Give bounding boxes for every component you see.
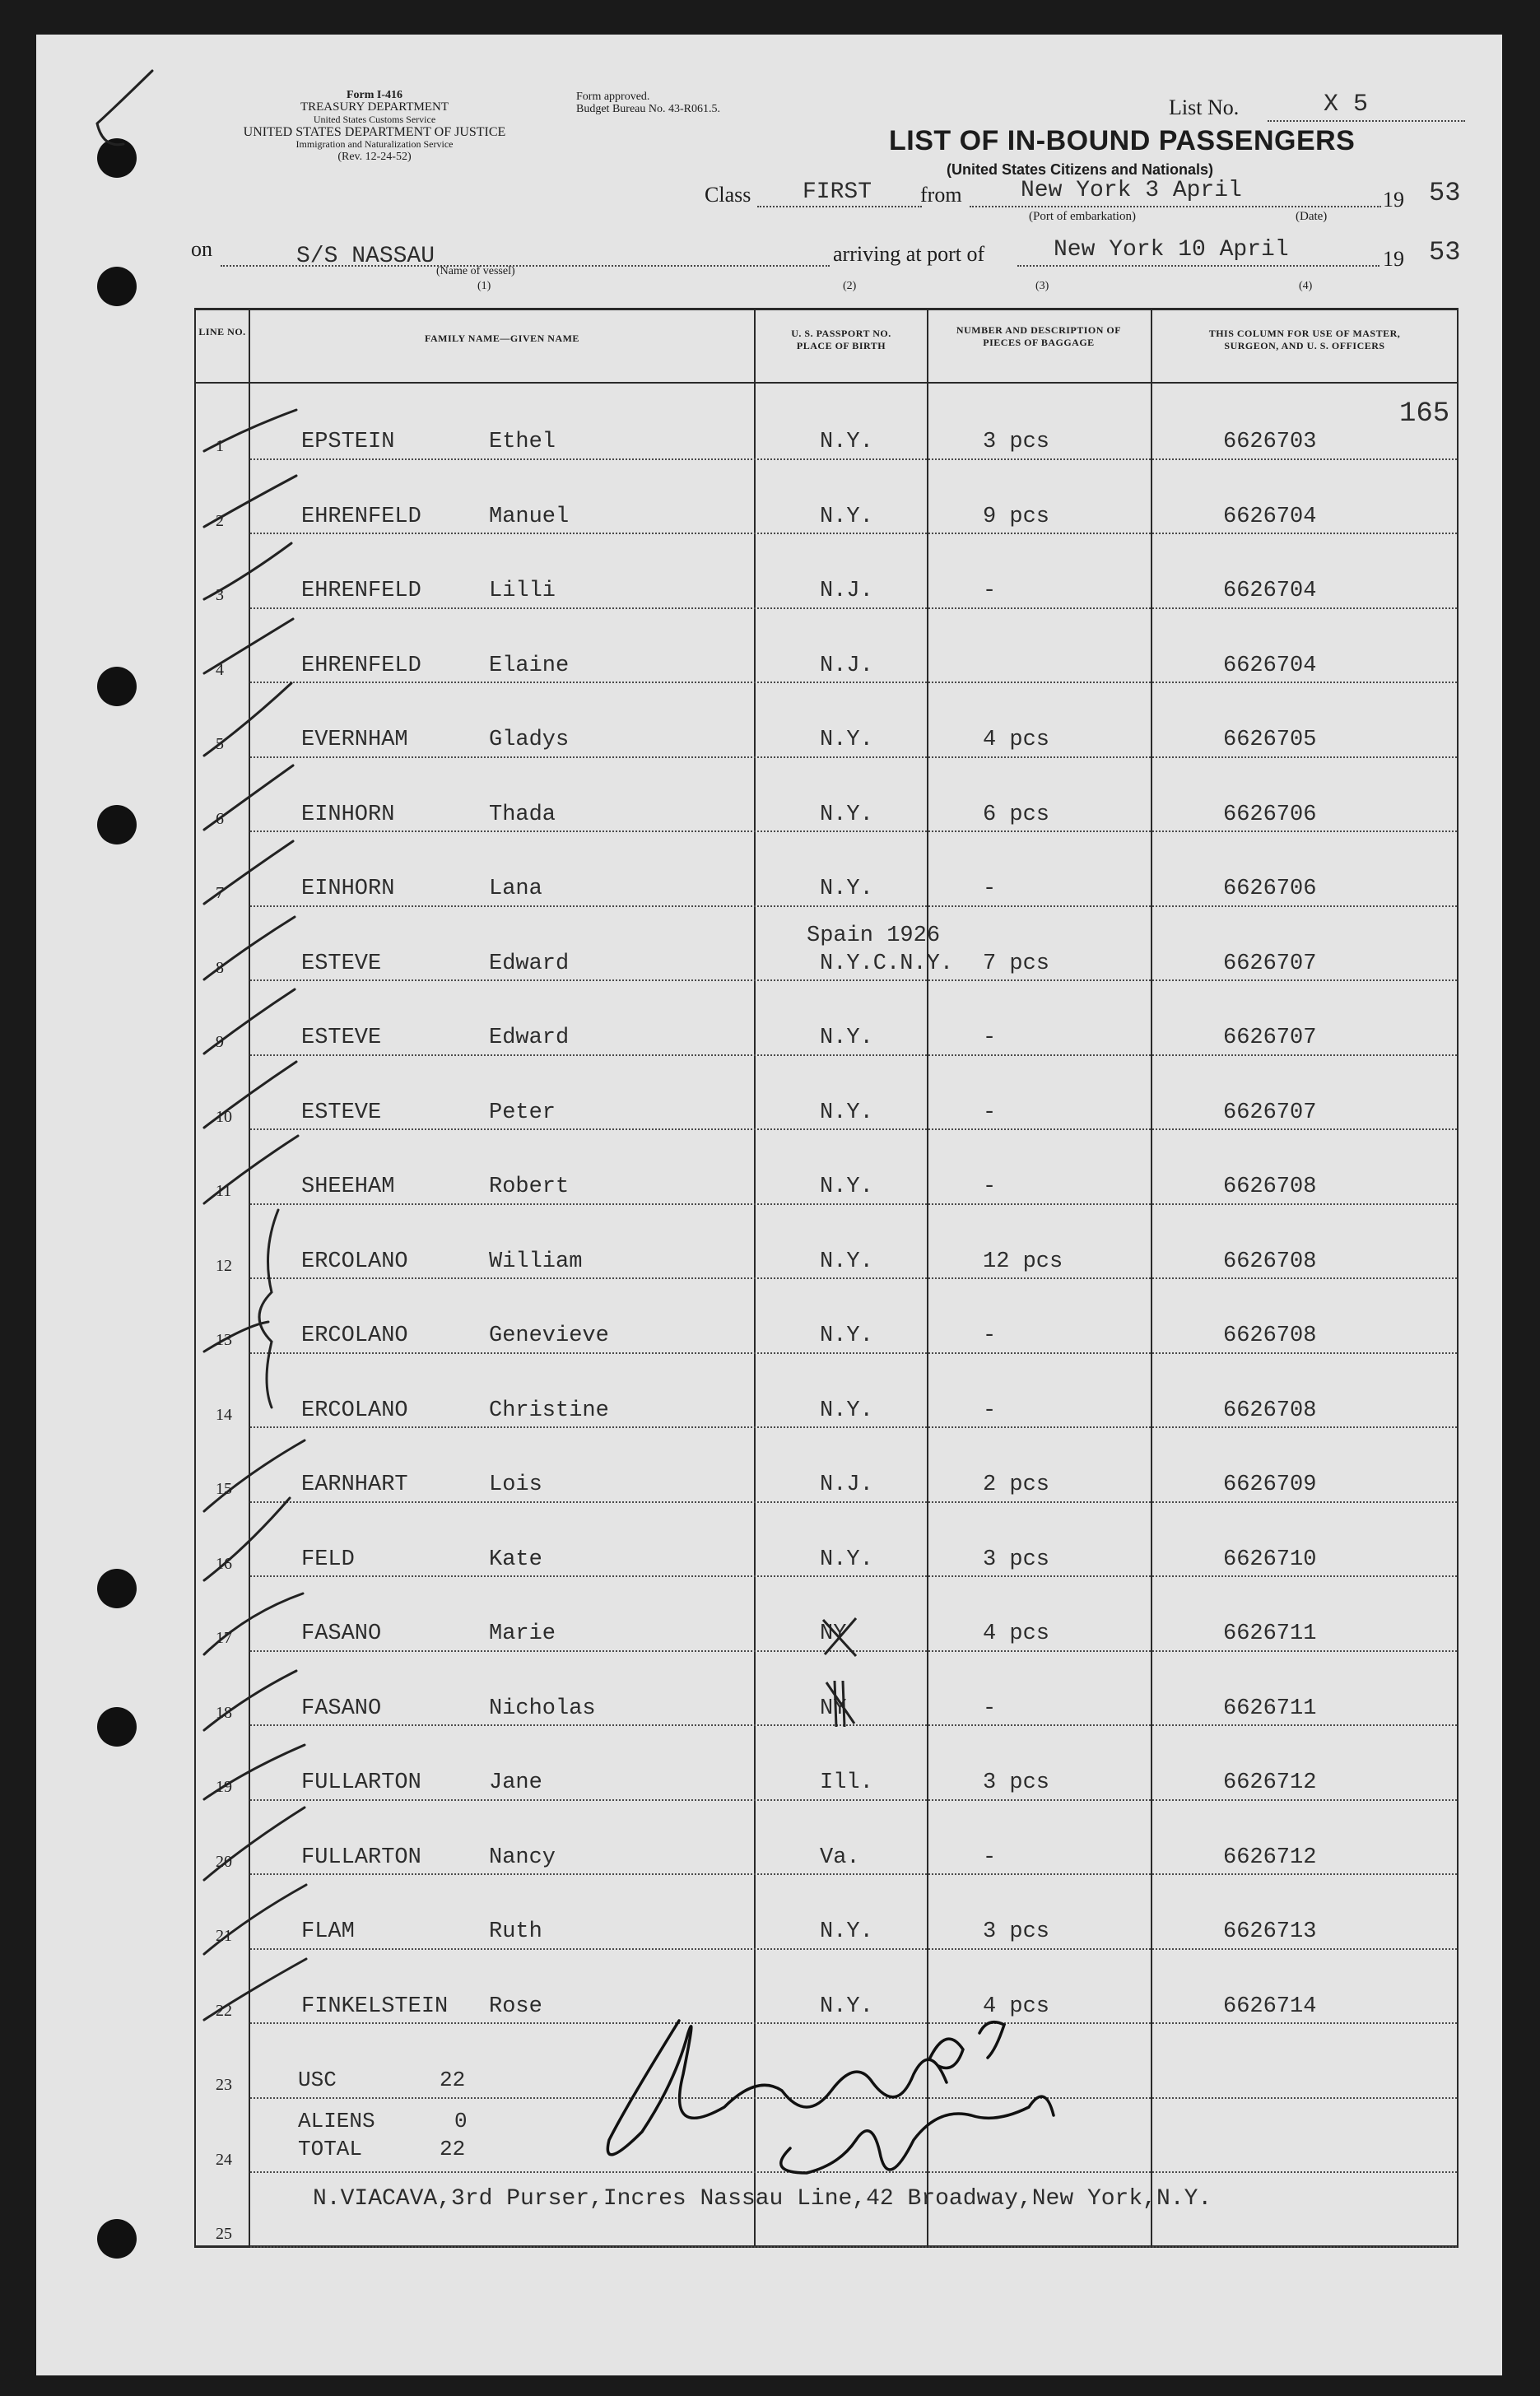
baggage-count: - (983, 1696, 997, 1721)
form-number: Form I-416 (346, 89, 403, 101)
line-number: 10 (216, 1107, 232, 1126)
embark-port-date: New York 3 April (1021, 178, 1242, 203)
col-caption-3: (3) (1035, 280, 1049, 292)
officer-number: 6626704 (1223, 653, 1317, 678)
check-mark (204, 1062, 296, 1128)
officer-number: 6626711 (1223, 1696, 1317, 1721)
list-no-value: X 5 (1324, 91, 1369, 119)
family-name: FULLARTON (301, 1770, 421, 1795)
given-name: Christine (489, 1398, 609, 1423)
family-name: FELD (301, 1547, 355, 1572)
check-mark (204, 1593, 303, 1654)
form-title: LIST OF IN-BOUND PASSENGERS (889, 125, 1356, 156)
place-of-birth: N.J. (820, 579, 873, 603)
year-prefix-1: 19 (1383, 188, 1404, 212)
total-value: 22 (440, 2137, 466, 2161)
given-name: Gladys (489, 728, 570, 752)
place-of-birth: Va. (820, 1845, 860, 1870)
officer-number: 6626708 (1223, 1324, 1317, 1348)
header-line-no: LINE NO. (198, 326, 246, 337)
header-officers: THIS COLUMN FOR USE OF MASTER, SURGEON, AND U. S. OFFICERS (1208, 328, 1401, 351)
vessel-caption: (Name of vessel) (436, 265, 515, 277)
baggage-count: 4 pcs (983, 1621, 1050, 1646)
line-number: 23 (216, 2076, 232, 2094)
class-value: FIRST (803, 179, 872, 205)
check-mark (204, 1745, 305, 1799)
family-name: ERCOLANO (301, 1249, 408, 1274)
usc-value: 22 (440, 2068, 466, 2092)
officer-number: 6626707 (1223, 951, 1317, 976)
line-number: 17 (216, 1629, 232, 1647)
inspector-initials (930, 2022, 1004, 2068)
usc-label: USC (298, 2068, 337, 2092)
family-name: ERCOLANO (301, 1398, 408, 1423)
officer-number: 6626705 (1223, 728, 1317, 752)
baggage-count: - (983, 1026, 997, 1050)
justice-dept: UNITED STATES DEPARTMENT OF JUSTICE (243, 125, 506, 139)
place-of-birth: N.Y. (820, 1249, 873, 1274)
baggage-count: - (983, 579, 997, 603)
place-of-birth: N.Y. (820, 1994, 873, 2019)
from-label: from (920, 183, 962, 207)
place-of-birth: N.Y. (820, 1175, 873, 1199)
check-mark (204, 1959, 306, 2020)
officer-number: 6626713 (1223, 1919, 1317, 1944)
family-name: FASANO (301, 1696, 382, 1721)
line-number: 5 (216, 735, 224, 753)
arrival-port-date: New York 10 April (1054, 237, 1289, 263)
given-name: Thada (489, 802, 556, 827)
family-name: ESTEVE (301, 951, 382, 976)
check-mark (204, 410, 296, 451)
officer-number: 6626706 (1223, 802, 1317, 827)
line-number: 20 (216, 1852, 232, 1871)
check-mark (204, 476, 296, 527)
check-mark (204, 917, 295, 979)
check-mark (204, 1440, 305, 1511)
baggage-count: - (983, 1100, 997, 1125)
line-number: 13 (216, 1331, 232, 1349)
officer-number: 6626704 (1223, 579, 1317, 603)
baggage-count: 9 pcs (983, 504, 1050, 529)
baggage-count: - (983, 1398, 997, 1423)
port-caption: (Port of embarkation) (1029, 210, 1136, 223)
officer-number: 6626708 (1223, 1249, 1317, 1274)
family-name: FULLARTON (301, 1845, 421, 1870)
list-no-label: List No. (1169, 95, 1240, 119)
baggage-count: - (983, 877, 997, 901)
year-value-2: 53 (1429, 237, 1461, 268)
family-name: ESTEVE (301, 1100, 382, 1125)
page-number: 165 (1399, 398, 1450, 430)
officer-number: 6626710 (1223, 1547, 1317, 1572)
line-number: 3 (216, 586, 224, 604)
total-label: TOTAL (298, 2137, 363, 2161)
place-of-birth: N.Y. (820, 1026, 873, 1050)
place-of-birth: N.Y. (820, 728, 873, 752)
family-name: EVERNHAM (301, 728, 408, 752)
baggage-count: - (983, 1324, 997, 1348)
given-name: Ethel (489, 430, 556, 454)
revision-date: (Rev. 12-24-52) (337, 151, 412, 163)
given-name: Ruth (489, 1919, 542, 1944)
line-number: 24 (216, 2150, 232, 2169)
baggage-count: - (983, 1845, 997, 1870)
given-name: Lois (489, 1472, 542, 1497)
place-of-birth: N.Y. (820, 802, 873, 827)
family-name: EINHORN (301, 802, 395, 827)
arriving-label: arriving at port of (833, 242, 985, 266)
check-mark (204, 1807, 305, 1880)
given-name: Nicholas (489, 1696, 596, 1721)
purser-line: N.VIACAVA,3rd Purser,Incres Nassau Line,42 Broadway,New York,N.Y. (313, 2186, 1212, 2212)
given-name: Rose (489, 1994, 542, 2019)
date-caption: (Date) (1296, 210, 1328, 223)
place-of-birth: Ill. (820, 1770, 873, 1795)
family-name: EARNHART (301, 1472, 408, 1497)
crossout-mark (823, 1618, 856, 1656)
family-name: EHRENFELD (301, 504, 421, 529)
line-number: 16 (216, 1554, 232, 1573)
family-name: ERCOLANO (301, 1324, 408, 1348)
family-name: EHRENFELD (301, 653, 421, 678)
place-of-birth: N.Y. (820, 1398, 873, 1423)
baggage-count: 3 pcs (983, 1547, 1050, 1572)
col-caption-2: (2) (843, 280, 857, 292)
line-number: 18 (216, 1703, 232, 1722)
given-name: Edward (489, 951, 570, 976)
baggage-count: 3 pcs (983, 1919, 1050, 1944)
family-name: ESTEVE (301, 1026, 382, 1050)
check-mark (204, 765, 293, 830)
family-name: EINHORN (301, 877, 395, 901)
birth-note: Spain 1926 (807, 923, 941, 948)
place-of-birth: N.Y. (820, 504, 873, 529)
given-name: Lana (489, 877, 542, 901)
check-mark (204, 1498, 290, 1580)
family-name: FASANO (301, 1621, 382, 1646)
line-number: 6 (216, 809, 224, 828)
given-name: Edward (489, 1026, 570, 1050)
officer-number: 6626706 (1223, 877, 1317, 901)
officer-number: 6626714 (1223, 1994, 1317, 2019)
aliens-value: 0 (454, 2109, 468, 2133)
line-number: 21 (216, 1927, 232, 1945)
line-number: 7 (216, 884, 224, 902)
on-label: on (191, 237, 212, 261)
place-of-birth: NY (820, 1621, 847, 1646)
check-mark (204, 1671, 296, 1730)
year-prefix-2: 19 (1383, 247, 1404, 271)
place-of-birth: N.J. (820, 1472, 873, 1497)
baggage-count: 4 pcs (983, 1994, 1050, 2019)
place-of-birth: NY (820, 1696, 847, 1721)
aliens-label: ALIENS (298, 2109, 375, 2133)
form-approved: Form approved. (576, 91, 650, 103)
given-name: Manuel (489, 504, 570, 529)
place-of-birth: N.Y. (820, 1919, 873, 1944)
baggage-count: 4 pcs (983, 728, 1050, 752)
given-name: Elaine (489, 653, 570, 678)
ins-service: Immigration and Naturalization Service (295, 138, 454, 150)
officer-number: 6626712 (1223, 1845, 1317, 1870)
baggage-count: 3 pcs (983, 1770, 1050, 1795)
baggage-count: 6 pcs (983, 802, 1050, 827)
check-mark (204, 1322, 268, 1352)
given-name: Robert (489, 1175, 570, 1199)
check-mark (204, 841, 293, 904)
line-number: 1 (216, 437, 224, 455)
baggage-count: 12 pcs (983, 1249, 1063, 1274)
bracket-mark (259, 1210, 278, 1407)
place-of-birth: N.Y. (820, 1324, 873, 1348)
line-number: 4 (216, 660, 224, 679)
family-name: SHEEHAM (301, 1175, 395, 1199)
officer-number: 6626708 (1223, 1398, 1317, 1423)
officer-number: 6626711 (1223, 1621, 1317, 1646)
line-number: 25 (216, 2225, 232, 2243)
check-mark (204, 619, 293, 673)
budget-bureau: Budget Bureau No. 43-R061.5. (576, 103, 720, 115)
class-label: Class (705, 183, 751, 207)
baggage-count: - (983, 1175, 997, 1199)
line-number: 9 (216, 1033, 224, 1051)
year-value-1: 53 (1429, 178, 1461, 208)
given-name: Marie (489, 1621, 556, 1646)
header-baggage: NUMBER AND DESCRIPTION OF PIECES OF BAGGAGE (956, 324, 1122, 348)
place-of-birth: N.Y. (820, 877, 873, 901)
officer-number: 6626704 (1223, 504, 1317, 529)
officer-number: 6626707 (1223, 1026, 1317, 1050)
officer-number: 6626707 (1223, 1100, 1317, 1125)
place-of-birth: N.Y. (820, 1547, 873, 1572)
line-number: 22 (216, 2001, 232, 2020)
check-mark (204, 683, 291, 756)
family-name: EHRENFELD (301, 579, 421, 603)
col-caption-4: (4) (1299, 280, 1313, 292)
check-mark (204, 543, 291, 599)
line-number: 11 (216, 1182, 232, 1200)
given-name: Kate (489, 1547, 542, 1572)
line-number: 2 (216, 511, 224, 530)
officer-number: 6626712 (1223, 1770, 1317, 1795)
inspector-signature (607, 2021, 947, 2155)
header-passport: U. S. PASSPORT NO. PLACE OF BIRTH (791, 328, 891, 351)
header-name: FAMILY NAME—GIVEN NAME (425, 333, 579, 344)
place-of-birth: N.Y. (820, 1100, 873, 1125)
officer-number: 6626708 (1223, 1175, 1317, 1199)
crossout-mark (826, 1681, 854, 1727)
given-name: Genevieve (489, 1324, 609, 1348)
given-name: Jane (489, 1770, 542, 1795)
given-name: Lilli (489, 579, 556, 603)
officer-number: 6626703 (1223, 430, 1317, 454)
given-name: Peter (489, 1100, 556, 1125)
baggage-count: 7 pcs (983, 951, 1050, 976)
baggage-count: 2 pcs (983, 1472, 1050, 1497)
place-of-birth: N.Y. (820, 430, 873, 454)
corner-check-mark (97, 71, 152, 145)
line-number: 12 (216, 1256, 232, 1275)
customs-service: United States Customs Service (313, 114, 436, 125)
place-of-birth: N.Y.C.N.Y. (820, 951, 954, 976)
line-number: 8 (216, 958, 224, 977)
place-of-birth: N.J. (820, 653, 873, 678)
given-name: William (489, 1249, 583, 1274)
family-name: FLAM (301, 1919, 355, 1944)
col-caption-1: (1) (477, 280, 491, 292)
vessel-name: S/S NASSAU (296, 244, 435, 269)
family-name: EPSTEIN (301, 430, 395, 454)
given-name: Nancy (489, 1845, 556, 1870)
form-subtitle: (United States Citizens and Nationals) (947, 161, 1214, 178)
officer-number: 6626709 (1223, 1472, 1317, 1497)
family-name: FINKELSTEIN (301, 1994, 449, 2019)
line-number: 14 (216, 1405, 232, 1424)
line-number: 19 (216, 1778, 232, 1796)
treasury-dept: TREASURY DEPARTMENT (300, 100, 449, 114)
inspector-signature (781, 2096, 1054, 2173)
check-mark (204, 1885, 306, 1954)
baggage-count: 3 pcs (983, 430, 1050, 454)
check-mark (204, 989, 295, 1054)
check-mark (204, 1136, 298, 1203)
line-number: 15 (216, 1480, 232, 1498)
